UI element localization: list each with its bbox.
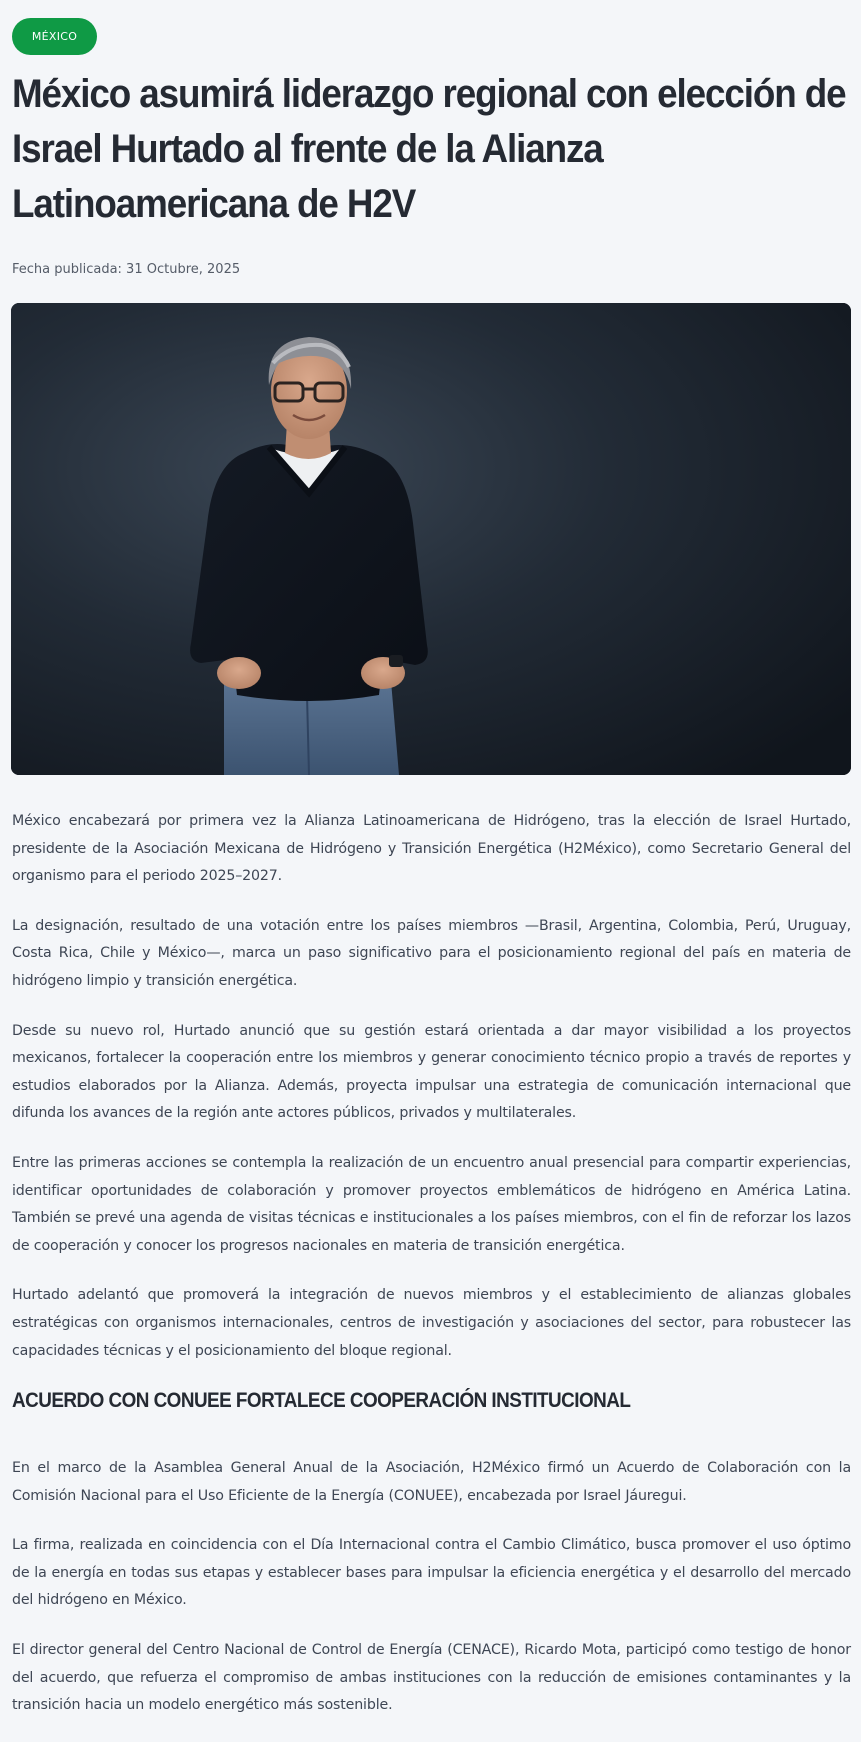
article-paragraph: La firma, realizada en coincidencia con el Día Internacional contra el Cambio Climático, busca promover el uso óptimo de la energía en todas sus etapas y establecer bases para impulsar la eficiencia energética y el desarrollo del mercado del hidrógeno en México. bbox=[12, 1537, 851, 1609]
article-paragraph: Hurtado adelantó que promoverá la integración de nuevos miembros y el establecimiento de alianzas globales estratégicas con organismos internacionales, centros de investigación y asociaciones del sector, para robustecer las capacidades técnicas y el posicionamiento del bloque regional. bbox=[12, 1287, 851, 1359]
publish-date: Fecha publicada: 31 Octubre, 2025 bbox=[12, 262, 241, 277]
article-title: México asumirá liderazgo regional con elección de Israel Hurtado al frente de la Alianza Latinoamericana de H2V bbox=[12, 72, 846, 226]
portrait-photo-icon bbox=[11, 303, 851, 775]
article-subheading: ACUERDO CON CONUEE FORTALECE COOPERACIÓN INSTITUCIONAL bbox=[12, 1389, 631, 1413]
article-paragraph: Desde su nuevo rol, Hurtado anunció que su gestión estará orientada a dar mayor visibilidad a los proyectos mexicanos, fortalecer la cooperación entre los miembros y generar conocimiento técnico propio a través de reportes y estudios elaborados por la Alianza. Además, proyecta impulsar una estrategia de comunicación internacional que difunda los avances de la región ante actores públicos, privados y multilaterales. bbox=[12, 1022, 851, 1122]
article-paragraph: En el marco de la Asamblea General Anual de la Asociación, H2México firmó un Acuerdo de Colaboración con la Comisión Nacional para el Uso Eficiente de la Energía (CONUEE), encabezada por Israel Jáuregui. bbox=[12, 1460, 851, 1504]
article-paragraph: Entre las primeras acciones se contempla la realización de un encuentro anual presencial para compartir experiencias, identificar oportunidades de colaboración y promover proyectos emblemáticos de hidrógeno en América Latina. También se prevé una agenda de visitas técnicas e institucionales a los países miembros, con el fin de reforzar los lazos de cooperación y conocer los progresos nacionales en materia de transición energética. bbox=[12, 1154, 851, 1254]
article-paragraph: La designación, resultado de una votación entre los países miembros —Brasil, Argentina, Colombia, Perú, Uruguay, Costa Rica, Chile y México—, marca un paso significativo para el posicionamiento regional del país en materia de hidrógeno limpio y transición energética. bbox=[12, 917, 851, 989]
article-paragraph: El director general del Centro Nacional de Control de Energía (CENACE), Ricardo Mota, participó como testigo de honor del acuerdo, que refuerza el compromiso de ambas instituciones con la reducción de emisiones contaminantes y la transición hacia un modelo energético más sostenible. bbox=[12, 1642, 851, 1714]
hero-image bbox=[11, 303, 851, 775]
category-badge[interactable]: MÉXICO bbox=[12, 18, 97, 55]
article-body bbox=[12, 808, 851, 1742]
article-paragraph: México encabezará por primera vez la Alianza Latinoamericana de Hidrógeno, tras la elección de Israel Hurtado, presidente de la Asociación Mexicana de Hidrógeno y Transición Energética (H2México), como Secretario General del organismo para el periodo 2025–2027. bbox=[12, 813, 851, 885]
